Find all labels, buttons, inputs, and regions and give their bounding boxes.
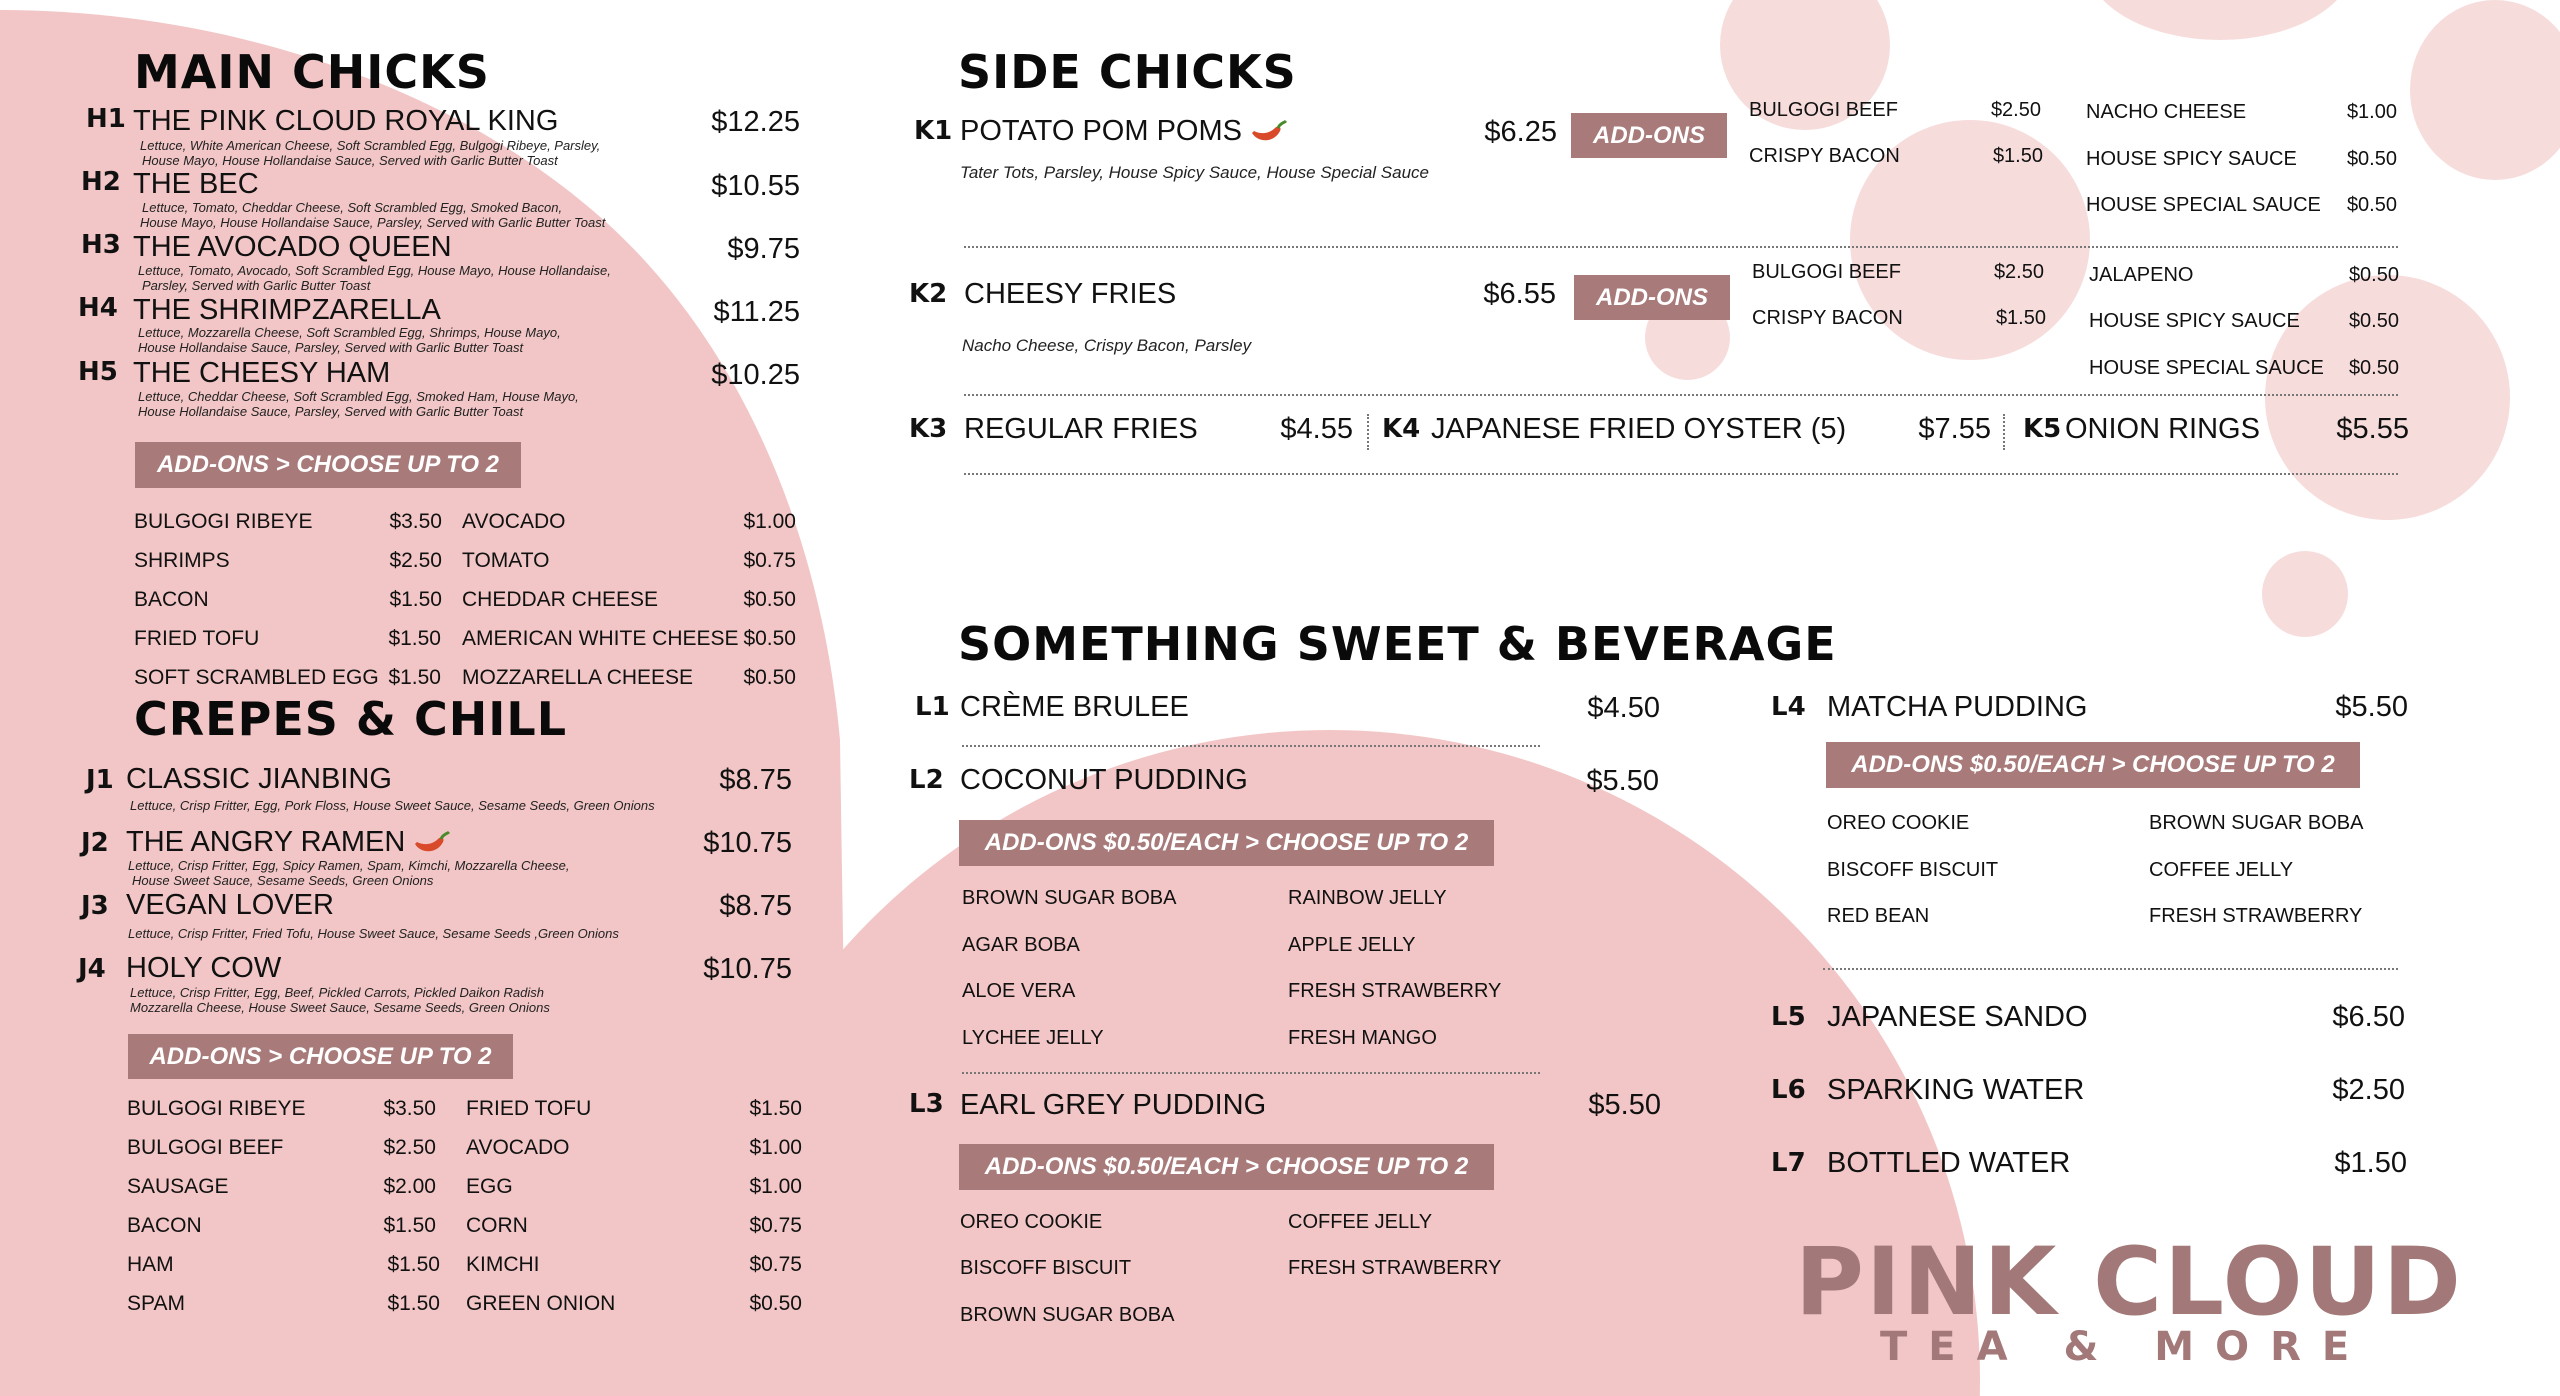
addons-badge: ADD-ONS $0.50/EACH > CHOOSE UP TO 2 <box>959 1144 1494 1190</box>
divider <box>1367 414 1369 450</box>
addon-name: BROWN SUGAR BOBA <box>960 1304 1175 1326</box>
addon-name: BROWN SUGAR BOBA <box>2149 812 2364 834</box>
item-code: L4 <box>1771 692 1806 722</box>
addon-price: $2.50 <box>1990 99 2041 121</box>
item-price: $8.75 <box>719 764 792 796</box>
addon-price: $1.50 <box>388 627 441 650</box>
item-code: L1 <box>915 692 950 722</box>
item-description: Lettuce, Tomato, Avocado, Soft Scrambled Egg, House Mayo, House Hollandaise, Parsley, Served with Garlic Butter Toast <box>138 263 611 293</box>
item-price: $5.50 <box>1586 765 1659 797</box>
item-code: L2 <box>909 765 944 795</box>
addon-name: CRISPY BACON <box>1752 307 1903 329</box>
addon-name: APPLE JELLY <box>1288 934 1416 956</box>
item-price: $5.50 <box>2335 691 2408 723</box>
addon-name: BULGOGI BEEF <box>1752 261 1901 283</box>
addon-price: $1.00 <box>743 510 796 533</box>
addon-name: FRESH STRAWBERRY <box>1288 980 1502 1002</box>
addon-price: $1.00 <box>749 1175 802 1198</box>
addon-price: $0.50 <box>743 588 796 611</box>
addon-name: MOZZARELLA CHEESE <box>462 666 694 689</box>
addon-price: $0.50 <box>2346 148 2397 170</box>
addon-price: $0.75 <box>749 1214 802 1237</box>
item-price: $11.25 <box>713 296 800 328</box>
addon-name: SPAM <box>127 1292 185 1315</box>
logo-name: PINK CLOUD <box>1795 1228 2463 1337</box>
addon-name: BISCOFF BISCUIT <box>960 1257 1132 1279</box>
item-name: COCONUT PUDDING <box>960 764 1248 796</box>
item-name: JAPANESE SANDO <box>1827 1001 2088 1033</box>
item-price: $8.75 <box>719 890 792 922</box>
addon-name: BULGOGI BEEF <box>1749 99 1898 121</box>
item-code: K1 <box>914 116 953 146</box>
addon-name: NACHO CHEESE <box>2086 101 2247 123</box>
addons-badge: ADD-ONS $0.50/EACH > CHOOSE UP TO 2 <box>959 820 1494 866</box>
item-code: K2 <box>909 279 948 309</box>
item-description: Lettuce, Crisp Fritter, Egg, Pork Floss, House Sweet Sauce, Sesame Seeds, Green Onions <box>130 798 655 813</box>
item-price: $10.55 <box>711 170 800 202</box>
addon-name: KIMCHI <box>466 1253 540 1276</box>
addon-price: $2.00 <box>383 1175 436 1198</box>
addon-name: COFFEE JELLY <box>1288 1211 1433 1233</box>
addon-name: SAUSAGE <box>127 1175 229 1198</box>
item-name: REGULAR FRIES <box>964 413 1198 445</box>
addon-name: AVOCADO <box>466 1136 570 1159</box>
item-description: Lettuce, White American Cheese, Soft Scrambled Egg, Bulgogi Ribeye, Parsley, House Mayo, House Hollandaise Sauce, Served with Garlic Butter Toast <box>140 138 601 168</box>
item-code: J4 <box>78 954 106 984</box>
item-name: EARL GREY PUDDING <box>960 1089 1267 1121</box>
addon-name: LYCHEE JELLY <box>962 1027 1104 1049</box>
item-price: $6.55 <box>1483 278 1556 310</box>
addon-price: $1.50 <box>387 1292 440 1315</box>
item-name: THE PINK CLOUD ROYAL KING <box>133 105 559 137</box>
addon-price: $1.50 <box>749 1097 802 1120</box>
item-description: Tater Tots, Parsley, House Spicy Sauce, House Special Sauce <box>960 163 1430 182</box>
addon-price: $0.50 <box>743 627 796 650</box>
addon-name: HOUSE SPECIAL SAUCE <box>2086 194 2321 216</box>
chili-pepper-icon <box>411 830 451 856</box>
addon-name: HOUSE SPICY SAUCE <box>2089 310 2300 332</box>
addons-badge: ADD-ONS > CHOOSE UP TO 2 <box>135 442 521 488</box>
item-price: $10.75 <box>703 953 792 985</box>
item-description: Lettuce, Crisp Fritter, Fried Tofu, House Sweet Sauce, Sesame Seeds ,Green Onions <box>128 926 619 941</box>
addon-name: SOFT SCRAMBLED EGG <box>134 666 379 689</box>
sweet-heading: SOMETHING SWEET & BEVERAGE <box>958 617 1837 671</box>
divider <box>2003 414 2005 450</box>
item-price: $10.25 <box>711 359 800 391</box>
addon-price: $1.50 <box>387 1253 440 1276</box>
addon-name: FRESH STRAWBERRY <box>1288 1257 1502 1279</box>
addon-name: EGG <box>466 1175 513 1198</box>
addon-price: $1.00 <box>2346 101 2397 123</box>
item-code: H1 <box>86 104 126 134</box>
item-name: JAPANESE FRIED OYSTER (5) <box>1431 413 1847 445</box>
chili-pepper-icon <box>1248 119 1288 145</box>
addon-price: $0.50 <box>2346 194 2397 216</box>
addon-name: HOUSE SPICY SAUCE <box>2086 148 2297 170</box>
addons-badge: ADD-ONS <box>1574 275 1730 320</box>
addon-price: $0.50 <box>2348 264 2399 286</box>
item-code: H3 <box>81 230 121 260</box>
addon-price: $0.50 <box>2348 357 2399 379</box>
item-name: THE CHEESY HAM <box>133 357 391 389</box>
addon-name: BACON <box>127 1214 202 1237</box>
addons-badge: ADD-ONS <box>1571 113 1727 158</box>
addon-price: $0.75 <box>743 549 796 572</box>
item-name: THE ANGRY RAMEN <box>126 826 451 859</box>
item-description: Lettuce, Mozzarella Cheese, Soft Scrambled Egg, Shrimps, House Mayo, House Hollandaise Sauce, Parsley, Served with Garlic Butter Toast <box>138 325 561 355</box>
addon-price: $2.50 <box>389 549 442 572</box>
item-code: K3 <box>909 414 948 444</box>
addon-name: FRIED TOFU <box>466 1097 592 1120</box>
addon-name: SHRIMPS <box>134 549 230 572</box>
item-code: J2 <box>81 828 109 858</box>
item-price: $2.50 <box>2332 1074 2405 1106</box>
addon-price: $3.50 <box>389 510 442 533</box>
addon-name: BISCOFF BISCUIT <box>1827 859 1999 881</box>
addon-name: GREEN ONION <box>466 1292 616 1315</box>
addon-price: $0.50 <box>2348 310 2399 332</box>
addon-name: BULGOGI BEEF <box>127 1136 284 1159</box>
addon-price: $1.50 <box>1995 307 2046 329</box>
addon-name: BULGOGI RIBEYE <box>127 1097 306 1120</box>
item-code: H2 <box>81 167 121 197</box>
item-description: Lettuce, Tomato, Cheddar Cheese, Soft Scrambled Egg, Smoked Bacon, House Mayo, House Hollandaise Sauce, Parsley, Served with Garlic Butter Toast <box>140 200 606 230</box>
item-name: VEGAN LOVER <box>126 889 334 921</box>
divider <box>964 473 2398 475</box>
item-price: $7.55 <box>1918 413 1991 445</box>
item-price: $10.75 <box>703 827 792 859</box>
addon-name: BULGOGI RIBEYE <box>134 510 313 533</box>
addon-name: CHEDDAR CHEESE <box>462 588 659 611</box>
addon-name: BROWN SUGAR BOBA <box>962 887 1177 909</box>
item-code: J1 <box>86 765 114 795</box>
logo-tagline: TEA & MORE <box>1880 1324 2371 1370</box>
addon-name: AGAR BOBA <box>962 934 1080 956</box>
addons-badge: ADD-ONS > CHOOSE UP TO 2 <box>128 1034 513 1079</box>
addon-price: $2.50 <box>1993 261 2044 283</box>
item-description: Lettuce, Cheddar Cheese, Soft Scrambled Egg, Smoked Ham, House Mayo, House Hollandaise Sauce, Parsley, Served with Garlic Butter Toast <box>138 389 579 419</box>
addon-price: $1.00 <box>749 1136 802 1159</box>
addon-name: ALOE VERA <box>962 980 1076 1002</box>
item-name: ONION RINGS <box>2065 413 2260 445</box>
item-name: THE AVOCADO QUEEN <box>133 231 452 263</box>
addon-name: CORN <box>466 1214 528 1237</box>
addon-name: OREO COOKIE <box>960 1211 1103 1233</box>
item-name: SPARKING WATER <box>1827 1074 2085 1106</box>
item-price: $5.55 <box>2336 413 2409 445</box>
item-code: L3 <box>909 1089 944 1119</box>
item-code: K5 <box>2023 414 2062 444</box>
item-description: Nacho Cheese, Crispy Bacon, Parsley <box>962 336 1252 355</box>
item-price: $4.50 <box>1587 692 1660 724</box>
item-price: $12.25 <box>711 106 800 138</box>
addon-price: $2.50 <box>383 1136 436 1159</box>
addon-name: RED BEAN <box>1827 905 1930 927</box>
addon-name: BACON <box>134 588 209 611</box>
item-price: $6.50 <box>2332 1001 2405 1033</box>
addon-price: $0.50 <box>749 1292 802 1315</box>
divider <box>1823 968 2398 970</box>
item-code: L5 <box>1771 1002 1806 1032</box>
item-code: L6 <box>1771 1075 1806 1105</box>
item-code: L7 <box>1771 1148 1806 1178</box>
item-name: MATCHA PUDDING <box>1827 691 2088 723</box>
addons-badge: ADD-ONS $0.50/EACH > CHOOSE UP TO 2 <box>1826 742 2360 788</box>
crepes-heading: CREPES & CHILL <box>134 692 568 746</box>
addon-price: $0.50 <box>743 666 796 689</box>
item-price: $6.25 <box>1484 116 1557 148</box>
item-name: THE SHRIMPZARELLA <box>133 294 441 326</box>
addon-name: HAM <box>127 1253 174 1276</box>
main-chicks-heading: MAIN CHICKS <box>134 45 490 99</box>
item-price: $1.50 <box>2334 1147 2407 1179</box>
addon-name: TOMATO <box>462 549 550 572</box>
item-description: Lettuce, Crisp Fritter, Egg, Beef, Pickled Carrots, Pickled Daikon Radish Mozzarella Cheese, House Sweet Sauce, Sesame Seeds, Green Onions <box>130 985 550 1015</box>
divider <box>962 745 1540 747</box>
addon-name: FRIED TOFU <box>134 627 260 650</box>
item-price: $9.75 <box>727 233 800 265</box>
item-price: $4.55 <box>1280 413 1353 445</box>
item-name: CRÈME BRULEE <box>960 691 1189 723</box>
side-chicks-heading: SIDE CHICKS <box>958 45 1297 99</box>
item-price: $5.50 <box>1588 1089 1661 1121</box>
addon-name: HOUSE SPECIAL SAUCE <box>2089 357 2324 379</box>
addon-name: JALAPENO <box>2089 264 2194 286</box>
item-code: H4 <box>78 293 118 323</box>
item-name: BOTTLED WATER <box>1827 1147 2071 1179</box>
item-name: CLASSIC JIANBING <box>126 763 392 795</box>
item-name: CHEESY FRIES <box>964 278 1177 310</box>
addon-name: RAINBOW JELLY <box>1288 887 1447 909</box>
addon-name: OREO COOKIE <box>1827 812 1970 834</box>
addon-price: $0.75 <box>749 1253 802 1276</box>
item-code: K4 <box>1382 414 1421 444</box>
divider <box>962 1072 1540 1074</box>
addon-name: CRISPY BACON <box>1749 145 1900 167</box>
item-code: H5 <box>78 357 118 387</box>
item-description: Lettuce, Crisp Fritter, Egg, Spicy Ramen, Spam, Kimchi, Mozzarella Cheese, House Sweet Sauce, Sesame Seeds, Green Onions <box>128 858 570 888</box>
addon-price: $1.50 <box>1992 145 2043 167</box>
addon-price: $3.50 <box>383 1097 436 1120</box>
item-name: POTATO POM POMS <box>960 115 1288 148</box>
bubble <box>2262 551 2348 637</box>
item-name: HOLY COW <box>126 952 282 984</box>
addon-price: $1.50 <box>388 666 441 689</box>
addon-name: FRESH MANGO <box>1288 1027 1437 1049</box>
item-name: THE BEC <box>133 168 259 200</box>
item-code: J3 <box>81 891 109 921</box>
divider <box>964 394 2398 396</box>
addon-name: FRESH STRAWBERRY <box>2149 905 2363 927</box>
divider <box>964 246 2398 248</box>
addon-name: COFFEE JELLY <box>2149 859 2294 881</box>
addon-price: $1.50 <box>383 1214 436 1237</box>
addon-price: $1.50 <box>389 588 442 611</box>
addon-name: AVOCADO <box>462 510 566 533</box>
addon-name: AMERICAN WHITE CHEESE <box>462 627 739 650</box>
